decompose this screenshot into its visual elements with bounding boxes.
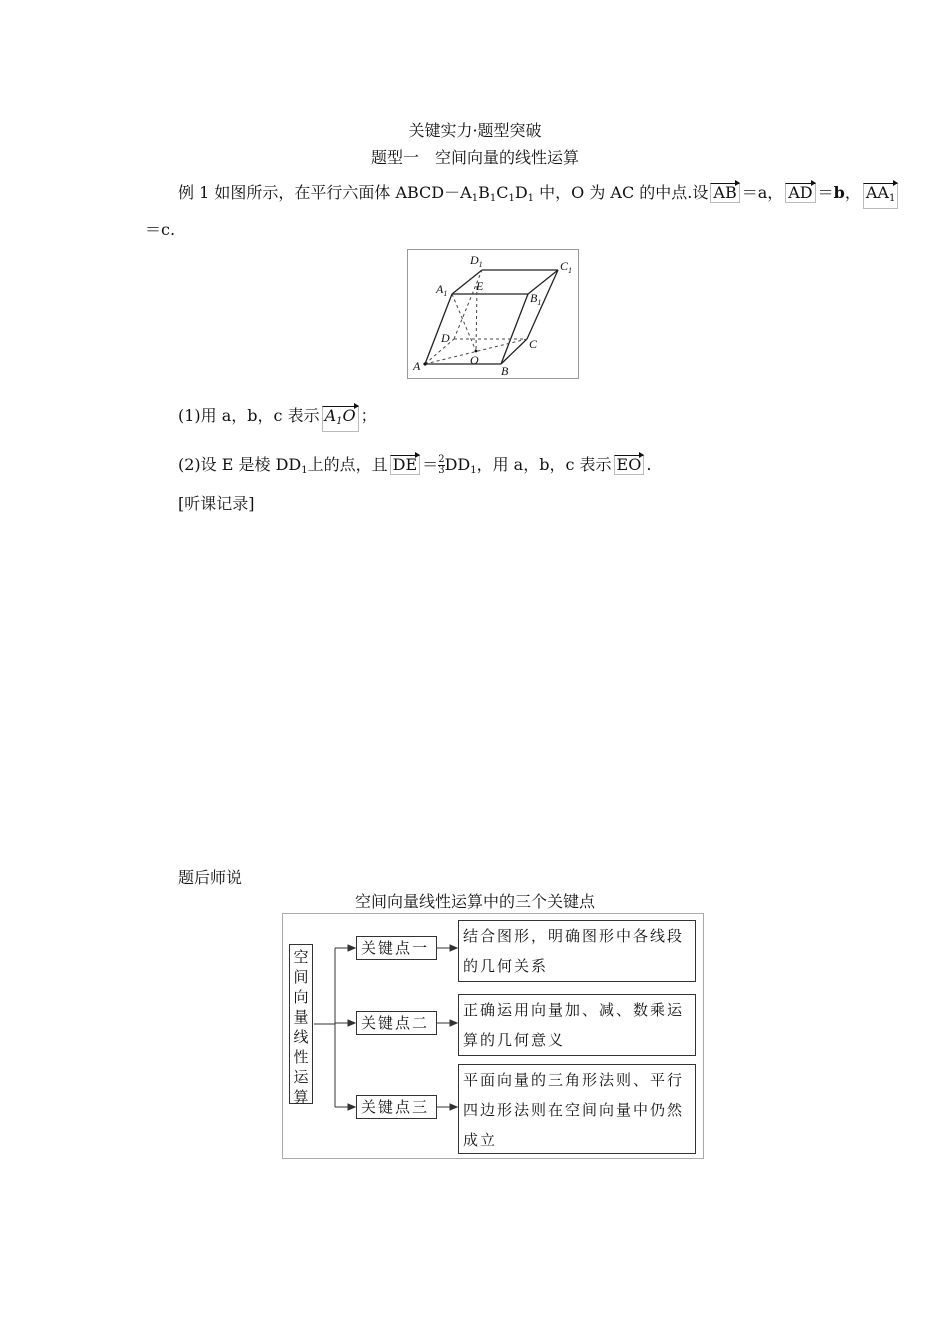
parallelepiped-figure <box>407 249 579 379</box>
label-c1: $C_1$ <box>560 259 573 275</box>
fraction-two-thirds: $\frac{2}{3}$ <box>438 454 445 476</box>
edge-aa1 <box>425 294 452 364</box>
label-d: D <box>441 331 450 345</box>
root-box: 空 间 向 量 线 性 运 算 <box>289 944 313 1104</box>
label-a1: $A_1$ <box>436 282 448 298</box>
line-a1o-hidden <box>452 294 476 351</box>
example-eq-c: ＝c. <box>145 220 176 239</box>
question-2: (2)设 E 是棱 $DD_1$上的点，且 DE ＝ $\frac{2}{3}$ $DD_1$，用 a，b，c 表示 EO . <box>178 454 652 476</box>
vector-eo: EO <box>614 455 645 475</box>
key-point-2-box: 关键点二 <box>356 1011 437 1035</box>
parallelepiped-svg <box>408 250 578 378</box>
label-a: A <box>413 359 421 373</box>
label-c: C <box>529 337 538 351</box>
key-point-2-desc: 正确运用向量加、减、数乘运算的几何意义 <box>458 994 696 1056</box>
notes-label: [听课记录] <box>178 494 255 513</box>
label-d1: $D_1$ <box>470 253 483 269</box>
vector-b-label: b <box>833 183 845 202</box>
label-b: B <box>501 364 509 378</box>
label-b1: $B_1$ <box>530 291 542 307</box>
question-1: (1)用 a，b，c 表示 $A_1O$ ； <box>178 404 377 432</box>
point-o <box>475 350 478 353</box>
dd1-term: $DD_1$ <box>444 455 477 476</box>
vector-ad: AD <box>785 183 815 203</box>
point-a <box>423 362 426 365</box>
topic-heading: 题型一 空间向量的线性运算 <box>370 148 579 167</box>
example-prefix: 例 1 如图所示，在平行六面体 ABCD－A <box>178 183 472 202</box>
vector-a1o: $A_1O$ <box>322 406 359 432</box>
vector-aa1: $AA_1$ <box>863 183 898 209</box>
line-eo-hidden <box>476 286 477 351</box>
vector-ab: AB <box>710 183 739 203</box>
example-mid: 中，O 为 AC 的中点.设 <box>539 183 709 202</box>
key-point-1-box: 关键点一 <box>356 936 437 960</box>
after-title: 题后师说 <box>178 868 243 887</box>
key-point-3-desc: 平面向量的三角形法则、平行四边形法则在空间向量中仍然成立 <box>458 1064 696 1154</box>
edge-bb1 <box>501 294 528 364</box>
section-heading: 关键实力·题型突破 <box>408 121 542 140</box>
example-intro: 例 1 如图所示，在平行六面体 $ABCD-A_1B_1C_1D_1$ 中，O 为 AC 的中点.设 AB ＝a， AD ＝b， $AA_1$ <box>178 180 900 212</box>
label-e: E <box>476 279 484 293</box>
key-point-1-desc: 结合图形，明确图形中各线段的几何关系 <box>458 920 696 982</box>
edge-bc <box>501 339 527 364</box>
key-points-diagram <box>282 913 704 1159</box>
label-o: O <box>470 353 479 367</box>
key-point-3-box: 关键点三 <box>356 1095 437 1119</box>
vector-de: DE <box>390 455 421 475</box>
diagram-title: 空间向量线性运算中的三个关键点 <box>354 892 595 911</box>
